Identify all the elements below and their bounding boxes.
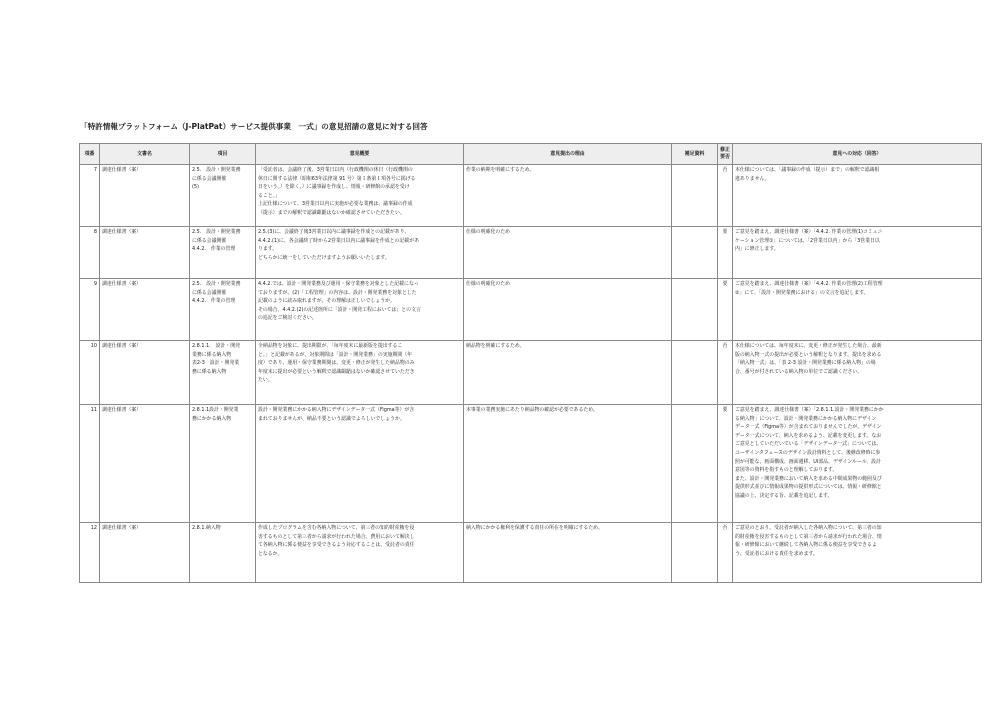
cell-item-line: に係る会議開催	[192, 175, 227, 182]
cell-revise: 要	[718, 227, 733, 279]
cell-summary	[256, 227, 464, 279]
header-reason: 意見提出の理由	[464, 144, 672, 165]
cell-reason	[464, 523, 672, 583]
header-no: 項番	[80, 144, 100, 165]
cell-summary-line: ります。	[258, 246, 278, 253]
cell-summary	[256, 405, 464, 523]
cell-response-line: 本仕様については、「議事録の作成（提示）まで」の解釈で認識相	[735, 167, 880, 173]
cell-summary-line: 「受託者は、会議終了後、3営業日以内（行政機関の休日（行政機関の	[258, 167, 413, 173]
cell-item	[190, 341, 256, 405]
cell-supplement	[672, 279, 718, 341]
cell-summary-line: て各納入物に係る便益を享受できるよう対応することは、受託者の責任	[258, 542, 415, 549]
header-summary: 意見概要	[256, 144, 464, 165]
cell-reason	[464, 341, 672, 405]
cell-response	[733, 165, 982, 227]
cell-response-line: 意図等の資料を指すものと理解しております。	[735, 467, 838, 474]
cell-supplement	[672, 165, 718, 227]
cell-item	[190, 165, 256, 227]
cell-item-line: (5)	[192, 184, 199, 191]
cell-response	[733, 279, 982, 341]
cell-item-line: 務に係る納入物	[192, 368, 227, 375]
cell-response-line: ご意見としていただいている「デザインデータ一式」については、	[735, 441, 882, 448]
cell-item-line: 4.4.2. 作業の管理	[192, 298, 236, 305]
cell-response	[733, 523, 982, 583]
cell-supplement	[672, 227, 718, 279]
cell-response-line: また、設計・開発業務において納入を求める中間成果物の範囲及び	[735, 475, 882, 482]
cell-reason-line: 本事業の業務実施にあたり納品物の確認が必要であるため。	[466, 407, 598, 413]
cell-summary-line: 度）であり、運用・保守業務期間は、変更・修正が発生した納品物のみ	[258, 360, 415, 367]
cell-item-line: 2.8.1.1. 設計・開発	[192, 343, 241, 349]
cell-reason	[464, 279, 672, 341]
cell-response-line: 協議の上、決定する旨、記載を追記します。	[735, 492, 833, 499]
cell-doc-name: 調達仕様書（案）	[100, 523, 190, 583]
cell-supplement	[672, 405, 718, 523]
cell-reason	[464, 165, 672, 227]
cell-summary-line: どちらかに統一をしていただけますようお願いいたします。	[258, 254, 390, 261]
cell-doc-name: 調達仕様書（案）	[100, 165, 190, 227]
cell-summary-line: と。」と記載があるが、対象期間は「設計・開発業務」の実施期間（年	[258, 351, 413, 358]
cell-response-line: ご意見を踏まえ、調達仕様書（案）「4.4.2. 作業の管理(1)コミュニ	[735, 229, 883, 235]
cell-no: 8	[80, 227, 100, 279]
cell-item-line: 業務に係る納入物	[192, 351, 232, 358]
table-row	[80, 227, 982, 279]
cell-no: 11	[80, 405, 100, 523]
cell-response-line: 報・研修館において継続して各納入物に係る便益を享受できるよ	[735, 542, 877, 549]
cell-item-line: 表2-3 設計・開発業	[192, 360, 240, 367]
table-row	[80, 341, 982, 405]
cell-response-line: データ一式について、納入を求めるよう、記載を変更します。なお	[735, 432, 882, 439]
cell-summary-line: ること。」	[258, 192, 281, 199]
cell-item-line: 2.8.1.納入物	[192, 525, 221, 531]
cell-summary-line: 設計・開発業務にかかる納入物にデザインデータ一式（Figma等）が含	[258, 407, 415, 413]
cell-revise: 否	[718, 341, 733, 405]
cell-reason-line: 作業の納期を明確にするため。	[466, 167, 535, 173]
cell-item-line: 2.5. 設計・開発業務	[192, 281, 241, 287]
cell-item-line: 4.4.2. 作業の管理	[192, 246, 236, 253]
cell-summary-line: 日をいう。）を除く。）に議事録を作成し、情報・研修館の承認を受け	[258, 184, 410, 191]
cell-response-line: 的財産権を侵害するものとして第三者から請求が行われた場合、情	[735, 533, 882, 540]
cell-summary	[256, 279, 464, 341]
cell-supplement	[672, 341, 718, 405]
cell-reason-line: 仕様の明確化のため	[466, 229, 511, 235]
cell-response-line: う、受託者における責任を求めます。	[735, 550, 818, 557]
cell-summary	[256, 341, 464, 405]
header-revise: 修正要否	[718, 144, 733, 165]
cell-summary-line: （提示）までの解釈で認識齟齬はないか確認させていただきたい。	[258, 209, 405, 216]
cell-reason	[464, 227, 672, 279]
cell-response	[733, 405, 982, 523]
cell-revise: 否	[718, 523, 733, 583]
cell-no: 7	[80, 165, 100, 227]
header-doc-name: 文書名	[100, 144, 190, 165]
cell-response-line: 提供形式並びに情報成果物の提供形式については、情報・研修館と	[735, 484, 882, 491]
cell-response-line: 違ありません。	[735, 175, 770, 182]
cell-response-line: ②」にて、「設計・開発業務における」の文言を追記します。	[735, 289, 869, 296]
cell-reason-line: 納入物にかかる権利を保護する責任の所在を明確にするため。	[466, 525, 603, 531]
cell-summary-line: 作成したプログラムを含む各納入物について、第三者の知的財産権を侵	[258, 525, 415, 531]
cell-response-line: る納入物」について、設計・開発業務にかかる納入物にデザイン	[735, 415, 877, 422]
cell-response-line: 版の納入物一式の提出が必要という解釈となります。提出を求める	[735, 351, 882, 358]
cell-no: 10	[80, 341, 100, 405]
cell-revise: 否	[718, 165, 733, 227]
cell-summary-line: 上記仕様について、3営業日以内に実施が必要な業務は、議事録の作成	[258, 201, 413, 208]
cell-doc-name: 調達仕様書（案）	[100, 279, 190, 341]
cell-item-line: に係る会議開催	[192, 237, 227, 244]
cell-response-line: ご意見を踏まえ、調達仕様書（案）「4.4.2. 作業の管理(2)工程管理	[735, 281, 883, 287]
cell-response-line: 本仕様については、毎年度末に、変更・修正が発生した場合、最新	[735, 343, 882, 349]
cell-response-line: データ一式（Figma等）が含まれておりませんでしたが、デザイン	[735, 424, 882, 431]
header-item: 項目	[190, 144, 256, 165]
cell-reason-line: 仕様の明確化のため	[466, 281, 511, 287]
cell-summary-line: 全納品物を対象に、提出期限が、「毎年度末に最新版を提出するこ	[258, 343, 403, 349]
cell-summary-line: となるか。	[258, 550, 283, 557]
cell-response-line: ユーザインタフェースのデザイン設計資料として、後継改修時に参	[735, 449, 881, 456]
cell-summary	[256, 165, 464, 227]
cell-response	[733, 227, 982, 279]
cell-summary-line: 記載のように読み取れますが、その理解は正しいでしょうか。	[258, 298, 395, 305]
document-title: 「特許情報プラットフォーム（J-PlatPat）サービス提供事業 一式」の意見招請の意見に対する回答	[80, 122, 428, 131]
cell-item-line: 務にかかる納入物	[192, 415, 232, 422]
cell-item	[190, 279, 256, 341]
cell-doc-name: 調達仕様書（案）	[100, 227, 190, 279]
cell-response-line: ケーション管理①」については、「2営業日以内」から「3営業日以	[735, 237, 880, 244]
cell-supplement	[672, 523, 718, 583]
cell-item-line: 2.5. 設計・開発業務	[192, 229, 241, 235]
cell-response-line: ご意見のとおり、受託者が納入した各納入物について、第三者の知	[735, 525, 882, 531]
cell-response-line: 「納入物一式」は、「表 2-3 設計・開発業務に係る納入物」の場	[735, 360, 876, 367]
cell-summary-line: 2.5.(3)に、会議終了後3営業日以内に議事録を作成との記載があり、	[258, 229, 410, 235]
cell-item	[190, 405, 256, 523]
cell-summary-line: まれておりませんが、納品不要という認識でよろしいでしょうか。	[258, 415, 405, 422]
cell-summary	[256, 523, 464, 583]
cell-revise: 要	[718, 279, 733, 341]
cell-revise: 要	[718, 405, 733, 523]
cell-summary-line: の追記をご検討ください。	[258, 315, 317, 322]
cell-response-line: 合、番号が付されている納入物の単位でご認識ください。	[735, 368, 863, 375]
cell-item-line: に係る会議開催	[192, 289, 227, 296]
cell-summary-line: 害するものとして第三者から請求が行われた場合、費用において解決し	[258, 533, 415, 540]
cell-doc-name: 調達仕様書（案）	[100, 405, 190, 523]
cell-response-line: ご意見を踏まえ、調達仕様書（案）「2.8.1.1.設計・開発業務にかか	[735, 407, 884, 413]
cell-summary-line: たい。	[258, 377, 273, 384]
cell-summary-line: その場合、4.4.2.(2)の記述箇所に「設計・開発工程においては」との文言	[258, 306, 421, 313]
cell-summary-line: 年度末に提出が必要という解釈で認識齟齬はないか確認させていただき	[258, 368, 415, 375]
cell-item-line: 2.8.1.1設計・開発業	[192, 407, 239, 413]
cell-summary-line: ておりますが、(2)「工程管理」の内容は、設計・開発業務を対象とした	[258, 289, 417, 296]
cell-doc-name: 調達仕様書（案）	[100, 341, 190, 405]
table-row	[80, 523, 982, 583]
header-supplement: 補足資料	[672, 144, 718, 165]
cell-item-line: 2.5. 設計・開発業務	[192, 167, 241, 173]
cell-no: 12	[80, 523, 100, 583]
cell-item	[190, 227, 256, 279]
table-row	[80, 279, 982, 341]
cell-reason-line: 納品物を明確にするため。	[466, 343, 525, 349]
cell-summary-line: 休日に関する法律（昭和63年法律第 91 号）第１条第１項各号に掲げる	[258, 175, 416, 182]
table-row	[80, 405, 982, 523]
cell-item	[190, 523, 256, 583]
cell-reason	[464, 405, 672, 523]
header-response: 意見への対応（回答）	[733, 144, 982, 165]
cell-response	[733, 341, 982, 405]
cell-summary-line: 4.4.2.では、設計・開発業務及び運用・保守業務を対象とした記載になっ	[258, 281, 419, 287]
table-row	[80, 165, 982, 227]
table-header-row	[80, 144, 982, 165]
cell-response-line: 照が可能な、画面構成、画面遷移、UI部品、デザインルール、設計	[735, 458, 881, 465]
cell-response-line: 内」に修正します。	[735, 246, 779, 253]
cell-no: 9	[80, 279, 100, 341]
cell-summary-line: 4.4.2.(1)に、各会議終了時から2営業日以内に議事録を作成との記載があ	[258, 237, 419, 244]
opinion-response-table	[79, 143, 982, 583]
